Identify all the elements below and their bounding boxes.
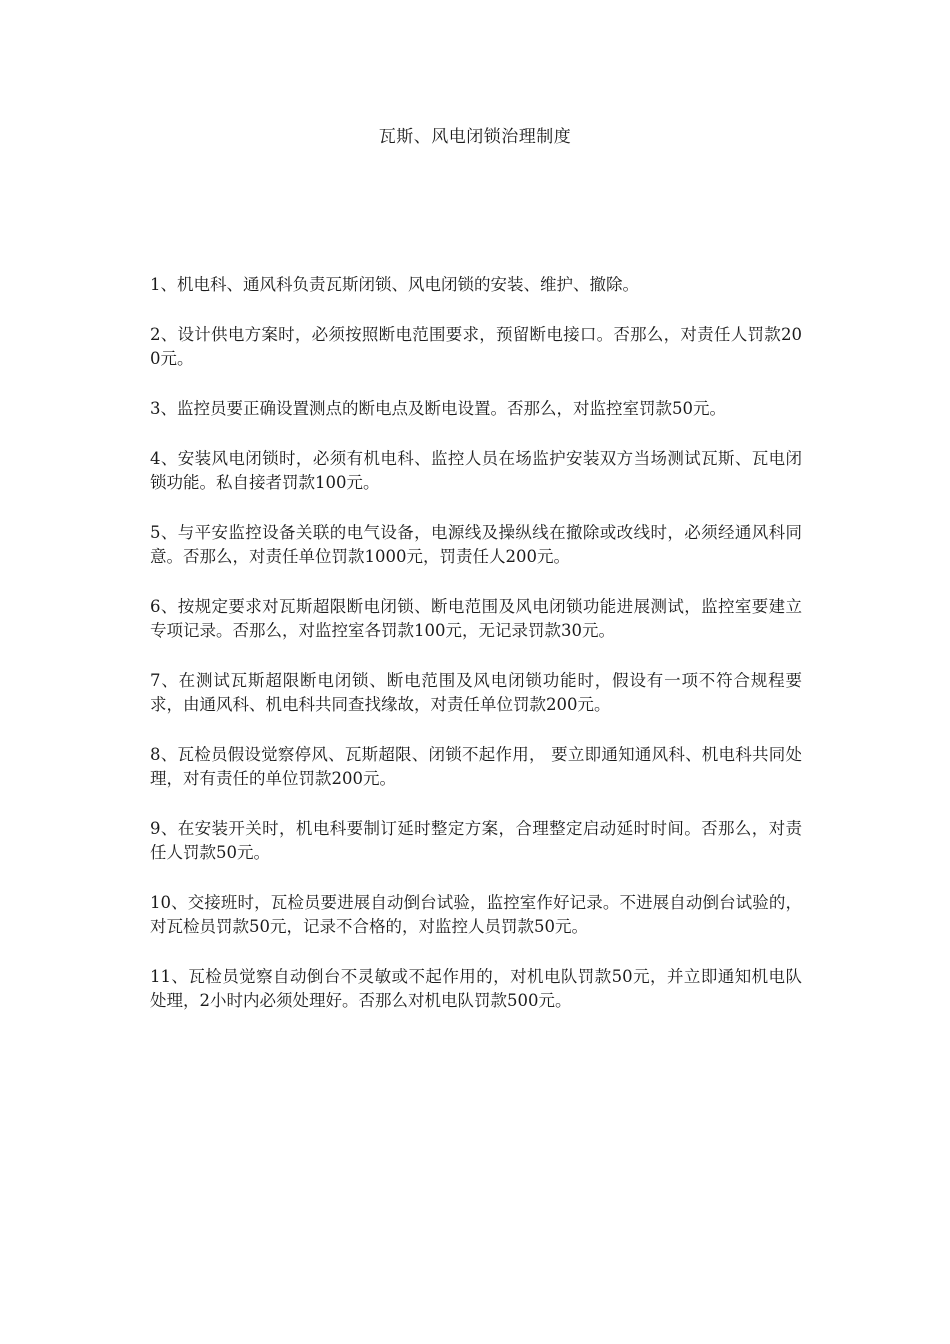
regulation-item: 11、瓦检员觉察自动倒台不灵敏或不起作用的，对机电队罚款50元，并立即通知机电队处理，2小时内必须处理好。否那么对机电队罚款500元。	[150, 967, 802, 1010]
regulation-item: 6、按规定要求对瓦斯超限断电闭锁、断电范围及风电闭锁功能进展测试，监控室要建立专项记录。否那么，对监控室各罚款100元，无记录罚款30元。	[150, 597, 802, 640]
regulation-item: 3、监控员要正确设置测点的断电点及断电设置。否那么，对监控室罚款50元。	[150, 399, 726, 418]
document-title: 瓦斯、风电闭锁治理制度	[378, 127, 572, 147]
regulation-list	[150, 273, 802, 1039]
regulation-item: 1、机电科、通风科负责瓦斯闭锁、风电闭锁的安装、维护、撤除。	[150, 275, 639, 294]
regulation-item: 4、安装风电闭锁时，必须有机电科、监控人员在场监护安装双方当场测试瓦斯、瓦电闭锁功能。私自接者罚款100元。	[150, 449, 802, 492]
regulation-item: 8、瓦检员假设觉察停风、瓦斯超限、闭锁不起作用， 要立即通知通风科、机电科共同处理，对有责任的单位罚款200元。	[150, 745, 802, 788]
regulation-item: 9、在安装开关时，机电科要制订延时整定方案，合理整定启动延时时间。否那么，对责任人罚款50元。	[150, 819, 802, 862]
regulation-item: 2、设计供电方案时，必须按照断电范围要求，预留断电接口。否那么，对责任人罚款200元。	[150, 325, 802, 368]
regulation-item: 5、与平安监控设备关联的电气设备，电源线及操纵线在撤除或改线时，必须经通风科同意。否那么，对责任单位罚款1000元，罚责任人200元。	[150, 523, 802, 566]
regulation-item: 10、交接班时，瓦检员要进展自动倒台试验，监控室作好记录。不进展自动倒台试验的，对瓦检员罚款50元，记录不合格的，对监控人员罚款50元。	[150, 893, 802, 936]
regulation-item: 7、在测试瓦斯超限断电闭锁、断电范围及风电闭锁功能时，假设有一项不符合规程要求，由通风科、机电科共同查找缘故，对责任单位罚款200元。	[150, 671, 802, 714]
